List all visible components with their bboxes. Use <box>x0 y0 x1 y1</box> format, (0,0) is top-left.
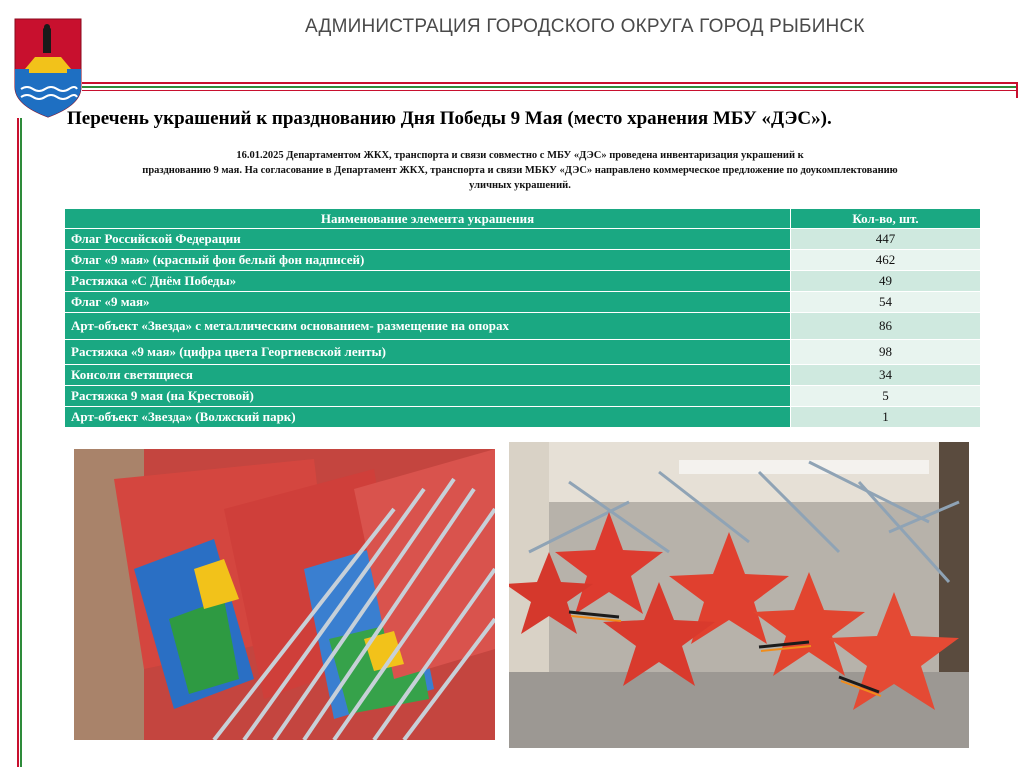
header-stripe-end <box>1016 82 1018 98</box>
table-row <box>65 229 981 250</box>
coat-of-arms-icon <box>13 17 83 119</box>
row-name: Растяжка «С Днём Победы» <box>65 271 791 292</box>
flags-photo-image <box>74 449 495 740</box>
row-qty: 49 <box>791 271 981 292</box>
row-qty: 34 <box>791 365 981 386</box>
table-row <box>65 365 981 386</box>
column-header-qty: Кол-во, шт. <box>791 209 981 229</box>
header-red-stripe-thin <box>82 90 1018 91</box>
left-green-stripe <box>20 118 22 767</box>
header-red-stripe <box>82 82 1018 84</box>
decorations-table <box>64 208 981 428</box>
header-green-stripe <box>82 86 1018 88</box>
row-qty: 1 <box>791 407 981 428</box>
table-row <box>65 386 981 407</box>
column-header-name: Наименование элемента украшения <box>65 209 791 229</box>
organization-title: АДМИНИСТРАЦИЯ ГОРОДСКОГО ОКРУГА ГОРОД РЫБИНСК <box>305 16 865 37</box>
row-qty: 447 <box>791 229 981 250</box>
table-row <box>65 292 981 313</box>
row-name: Арт-объект «Звезда» с металлическим основанием- размещение на опорах <box>65 313 791 340</box>
table-row <box>65 271 981 292</box>
row-name: Арт-объект «Звезда» (Волжский парк) <box>65 407 791 428</box>
table-row <box>65 250 981 271</box>
table-row <box>65 313 981 340</box>
row-qty: 462 <box>791 250 981 271</box>
row-name: Консоли светящиеся <box>65 365 791 386</box>
table-header-row <box>65 209 981 229</box>
row-name: Растяжка 9 мая (на Крестовой) <box>65 386 791 407</box>
left-red-stripe <box>17 118 19 767</box>
row-name: Растяжка «9 мая» (цифра цвета Георгиевской ленты) <box>65 340 791 365</box>
row-qty: 54 <box>791 292 981 313</box>
stars-photo-image <box>509 442 969 748</box>
table-row <box>65 407 981 428</box>
stars-photo <box>509 442 969 748</box>
row-qty: 98 <box>791 340 981 365</box>
table-row <box>65 340 981 365</box>
inventory-note <box>80 148 960 193</box>
row-name: Флаг Российской Федерации <box>65 229 791 250</box>
row-name: Флаг «9 мая» <box>65 292 791 313</box>
flags-photo <box>74 449 495 740</box>
note-line-2: празднованию 9 мая. На согласование в Департамент ЖКХ, транспорта и связи МБКУ «ДЭС» направлено коммерческое предложение по доукомплектованию <box>142 165 898 176</box>
row-qty: 86 <box>791 313 981 340</box>
row-name: Флаг «9 мая» (красный фон белый фон надписей) <box>65 250 791 271</box>
row-qty: 5 <box>791 386 981 407</box>
page-title: Перечень украшений к празднованию Дня Победы 9 Мая (место хранения МБУ «ДЭС»). <box>67 108 832 129</box>
note-line-3: уличных украшений. <box>469 180 571 191</box>
note-line-1: 16.01.2025 Департаментом ЖКХ, транспорта и связи совместно с МБУ «ДЭС» проведена инвентаризация украшений к <box>236 150 804 161</box>
